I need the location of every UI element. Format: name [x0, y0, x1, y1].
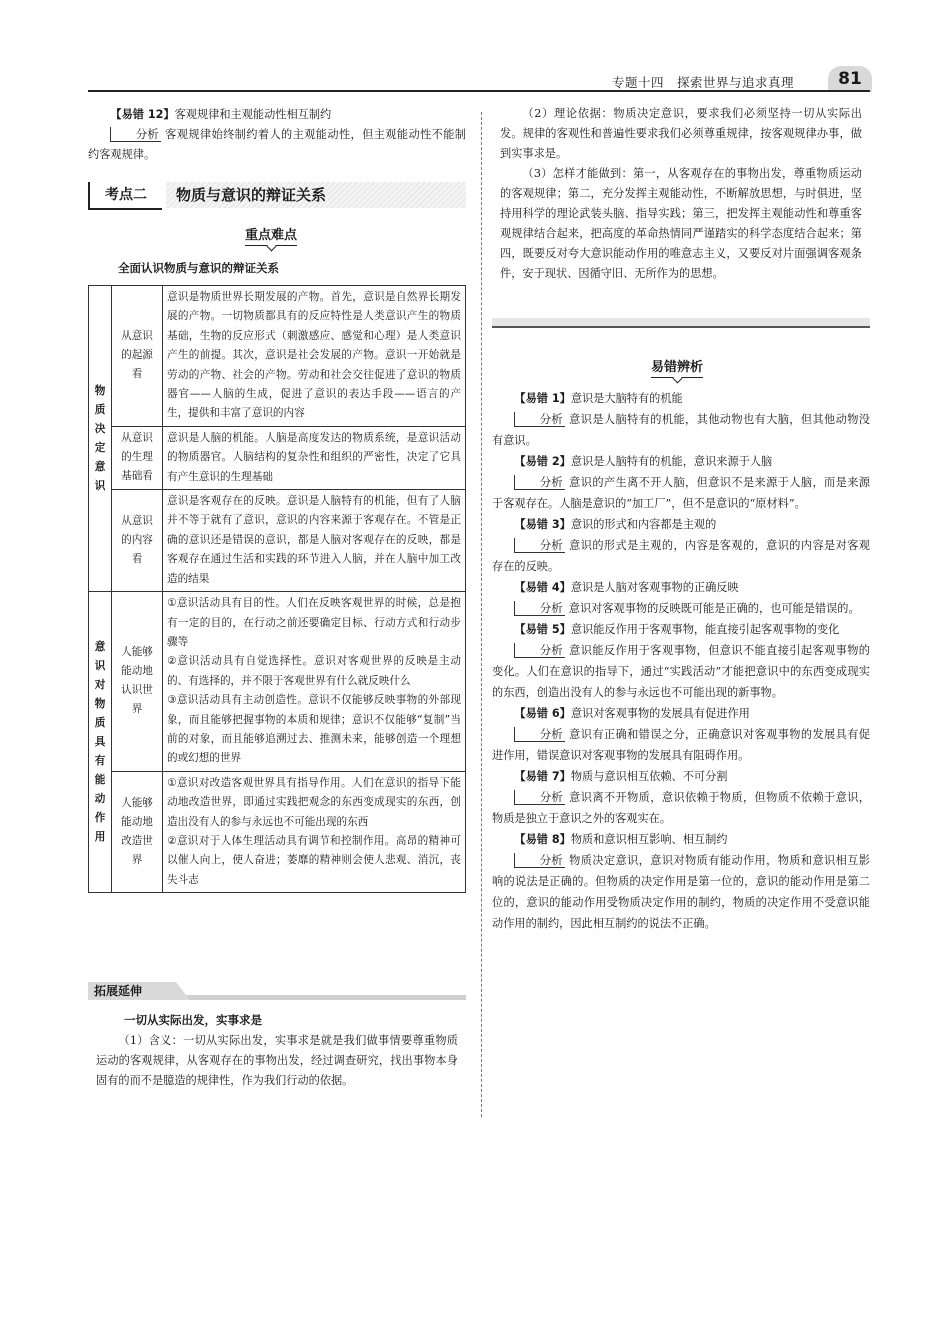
table-content-cell: ①意识活动具有目的性。人们在反映客观世界的时候，总是抱有一定的目的，在行动之前还要确定目标、行动方式和行动步骤等 ②意识活动具有自觉选择性。意识对客观世界的反映是主动的、有选择的，并不限于客观世界有什么就反映什么 ③意识活动具有主动创造性。意识不仅能够反映事物的外部现象，而且能够把握事物的本质和规律；意识不仅能够“复制”当前的对象，而且能够追溯过去、推测未来，能够创造一个理想的或幻想的世界: [163, 592, 466, 772]
error-label: 【易错 8】: [514, 833, 571, 846]
section-header: [88, 182, 466, 208]
error-title: 意识对客观事物的发展具有促进作用: [570, 707, 750, 720]
left-column-top: [88, 104, 466, 165]
error-title: 意识的形式和内容都是主观的: [570, 518, 717, 531]
error-item-title: [492, 766, 870, 787]
table-aspect-cell: 从意识的内容看: [112, 490, 163, 592]
error-item-title: [492, 388, 870, 409]
error-item-analysis: [492, 472, 870, 514]
error-item-analysis: [492, 787, 870, 829]
error-item-title: [492, 619, 870, 640]
error-item-title: [492, 514, 870, 535]
error-item-title: [492, 829, 870, 850]
error-title: 意识是人脑特有的机能，意识来源于人脑: [570, 455, 773, 468]
error-item-title: [492, 577, 870, 598]
extension-paragraph-3: （3）怎样才能做到：第一，从客观存在的事物出发，尊重物质运动的客观规律；第二，充分发挥主观能动性，不断解放思想，与时俱进，坚持用科学的理论武装头脑、指导实践；第三，把发挥主观能动性和尊重客观规律结合起来，把高度的革命热情同严谨踏实的科学态度结合起来；第四，既要反对夸大意识能动作用的唯意志主义，又要反对片面强调客观条件，安于现状、因循守旧、无所作为的思想。: [500, 167, 862, 280]
error-item-analysis: [492, 724, 870, 766]
error-title: 物质和意识相互影响、相互制约: [570, 833, 728, 846]
error-item-analysis: [492, 409, 870, 451]
extension-heading: 一切从实际出发，实事求是: [124, 1013, 262, 1027]
error-analysis: 物质决定意识，意识对物质有能动作用，物质和意识相互影响的说法是正确的。但物质的决定作用是第一位的，意识的能动作用是第二位的，意识的能动作用受物质决定作用的制约，物质的决定作用不受意识能动作用的制约，因此相互制约的说法不正确。: [492, 854, 870, 930]
analysis-tag: 分析: [514, 853, 564, 868]
table-row: [89, 426, 466, 489]
error-analysis: 意识能反作用于客观事物，但意识不能直接引起客观事物的变化。人们在意识的指导下，通过“实践活动”才能把意识中的东西变成现实的东西，创造出没有人的参与永远也不可能出现的新事物。: [492, 644, 870, 699]
error-label: 【易错 7】: [514, 770, 571, 783]
page-number: 81: [828, 66, 872, 92]
extension-tag: 拓展延伸: [88, 982, 176, 1000]
errors-list: [492, 388, 870, 934]
key-points-heading: 重点难点: [245, 224, 297, 246]
right-column-top: [492, 104, 870, 284]
error-title: 物质与意识相互依赖、不可分割: [570, 770, 728, 783]
error-label: 【易错 4】: [514, 581, 571, 594]
error-analysis: 意识对客观事物的反映既可能是正确的，也可能是错误的。: [568, 602, 860, 615]
table-title: 全面认识物质与意识的辩证关系: [118, 261, 279, 275]
dialectics-table: [88, 285, 466, 893]
analysis-tag: 分析: [514, 412, 564, 427]
error-item-title: [492, 703, 870, 724]
column-divider: [481, 112, 482, 1117]
table-content-cell: 意识是人脑的机能。人脑是高度发达的物质系统，是意识活动的物质器官。人脑结构的复杂性和组织的严密性，决定了它具有产生意识的生理基础: [163, 426, 466, 489]
error-label: 【易错 1】: [514, 392, 571, 405]
analysis-tag: 分析: [514, 643, 564, 658]
table-group-cell: 物质决定意识: [89, 286, 112, 592]
error-label: 【易错 5】: [514, 623, 571, 636]
error-label: 【易错 6】: [514, 707, 571, 720]
analysis-tag: 分析: [514, 727, 564, 742]
error-label: 【易错 3】: [514, 518, 571, 531]
error-analysis: 意识有正确和错误之分，正确意识对客观事物的发展具有促进作用，错误意识对客观事物的发展具有阻碍作用。: [492, 728, 870, 762]
error-analysis: 客观规律始终制约着人的主观能动性，但主观能动性不能制约客观规律。: [88, 128, 466, 161]
analysis-tag: 分析: [514, 475, 564, 490]
extension-paragraph-1: （1）含义：一切从实际出发，实事求是就是我们做事情要尊重物质运动的客观规律，从客观存在的事物出发，经过调查研究，找出事物本身固有的而不是臆造的规律性，作为我们行动的依据。: [96, 1034, 458, 1087]
error-title: 客观规律和主观能动性相互制约: [174, 108, 332, 121]
table-aspect-cell: 从意识的起源看: [112, 286, 163, 427]
section-title: 物质与意识的辩证关系: [166, 182, 466, 208]
table-aspect-cell: 从意识的生理基础看: [112, 426, 163, 489]
error-label: 【易错 12】: [110, 108, 175, 121]
table-row: [89, 592, 466, 772]
header-rule: [88, 90, 870, 92]
error-analysis: 意识是人脑特有的机能，其他动物也有大脑，但其他动物没有意识。: [492, 413, 870, 447]
table-content-cell: ①意识对改造客观世界具有指导作用。人们在意识的指导下能动地改造世界，即通过实践把观念的东西变成现实的东西，创造出没有人的参与永远也不可能出现的东西 ②意识对于人体生理活动具有调节和控制作用。高昂的精神可以催人向上，使人奋进；萎靡的精神则会使人悲观、消沉，丧失斗志: [163, 771, 466, 892]
error-item-analysis: [492, 640, 870, 703]
table-row: [89, 490, 466, 592]
error-item-title: [492, 451, 870, 472]
error-item-analysis: [492, 535, 870, 577]
analysis-tag: 分析: [110, 127, 160, 142]
table-aspect-cell: 人能够能动地认识世界: [112, 592, 163, 772]
table-content-cell: 意识是客观存在的反映。意识是人脑特有的机能，但有了人脑并不等于就有了意识，意识的内容来源于客观存在。不管是正确的意识还是错误的意识，都是人脑对客观存在的反映，都是客观存在通过生活和实践的环节进入人脑，并在人脑中加工改造的结果: [163, 490, 466, 592]
error-item-analysis: [492, 850, 870, 934]
table-content-cell: 意识是物质世界长期发展的产物。首先，意识是自然界长期发展的产物。一切物质都具有的反应特性是人类意识产生的物质基础，生物的反应形式（刺激感应、感觉和心理）是人类意识产生的前提。其次，意识是社会发展的产物。意识一开始就是劳动的产物、社会的产物。劳动和社会交往促进了意识的物质器官——人脑的生成，促进了意识的表达手段——语言的产生，提供和丰富了意识的内容: [163, 286, 466, 427]
error-label: 【易错 2】: [514, 455, 571, 468]
error-analysis: 意识的形式是主观的，内容是客观的，意识的内容是对客观存在的反映。: [492, 539, 870, 573]
analysis-tag: 分析: [514, 538, 564, 553]
running-header: 专题十四 探索世界与追求真理: [612, 75, 795, 90]
analysis-tag: 分析: [514, 601, 564, 616]
extension-bar: [88, 982, 466, 1000]
box-bottom-rule: [492, 318, 870, 328]
table-group-cell: 意识对物质具有能动作用: [89, 592, 112, 893]
section-tag: 考点二: [88, 182, 162, 210]
error-analysis: 意识离不开物质，意识依赖于物质，但物质不依赖于意识，物质是独立于意识之外的客观实在。: [492, 791, 870, 825]
analysis-tag: 分析: [514, 790, 564, 805]
table-row: [89, 771, 466, 892]
table-aspect-cell: 人能够能动地改造世界: [112, 771, 163, 892]
extension-paragraph-2: （2）理论依据：物质决定意识，要求我们必须坚持一切从实际出发。规律的客观性和普遍性要求我们必须尊重规律，按客观规律办事，做到实事求是。: [500, 107, 862, 160]
error-title: 意识是大脑特有的机能: [570, 392, 683, 405]
error-analysis: 意识的产生离不开人脑，但意识不是来源于人脑，而是来源于客观存在。人脑是意识的“加工厂”，但不是意识的“原材料”。: [492, 476, 870, 510]
error-item-analysis: [492, 598, 870, 619]
error-title: 意识是人脑对客观事物的正确反映: [570, 581, 739, 594]
error-title: 意识能反作用于客观事物，能直接引起客观事物的变化: [570, 623, 840, 636]
table-row: [89, 286, 466, 427]
errors-heading: 易错辨析: [651, 356, 703, 378]
